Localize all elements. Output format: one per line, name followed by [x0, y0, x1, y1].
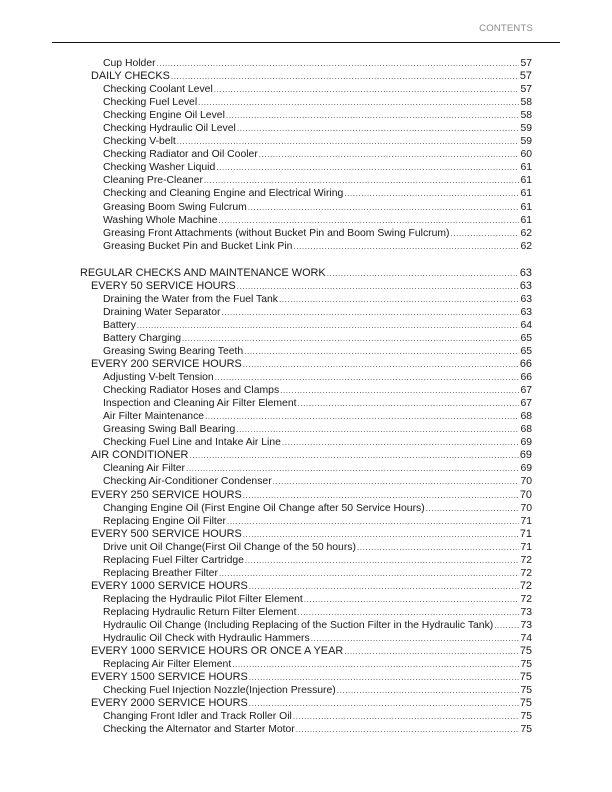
section-gap — [0, 253, 612, 267]
toc-page-number: 63 — [520, 306, 532, 318]
toc-entry-title: Battery — [103, 319, 136, 331]
toc-section-heading[interactable] — [0, 280, 612, 293]
dot-leader — [282, 436, 520, 449]
dot-leader — [249, 671, 519, 684]
dot-leader — [494, 619, 519, 632]
dot-leader — [237, 280, 519, 293]
toc-entry[interactable] — [0, 684, 612, 697]
toc-entry-title: Checking Fuel Line and Intake Air Line — [103, 437, 281, 449]
dot-leader — [219, 214, 520, 227]
toc-section-heading[interactable] — [0, 580, 612, 593]
dot-leader — [248, 201, 520, 214]
toc-entry[interactable] — [0, 710, 612, 723]
toc-entry-title: Washing Whole Machine — [103, 214, 218, 226]
toc-page-number: 68 — [520, 424, 532, 436]
toc-entry[interactable] — [0, 293, 612, 306]
toc-entry-title: Battery Charging — [103, 332, 181, 344]
dot-leader — [244, 345, 519, 358]
toc-page-number: 66 — [519, 358, 532, 371]
toc-section-heading[interactable] — [0, 449, 612, 462]
toc-entry[interactable] — [0, 109, 612, 122]
toc-section-heading[interactable] — [0, 671, 612, 684]
toc-page-number: 67 — [520, 398, 532, 410]
toc-entry-title: Replacing the Hydraulic Pilot Filter Element — [103, 593, 303, 605]
toc-entry-title: Checking Radiator Hoses and Clamps — [103, 385, 280, 397]
toc-entry[interactable] — [0, 410, 612, 423]
dot-leader — [259, 148, 520, 161]
dot-leader — [227, 515, 519, 528]
toc-entry-title: Changing Engine Oil (First Engine Oil Change after 50 Service Hours) — [103, 502, 425, 514]
dot-leader — [293, 240, 519, 253]
toc-entry-title: Checking Air-Conditioner Condenser — [103, 476, 272, 488]
toc-entry-title: EVERY 1000 SERVICE HOURS — [91, 579, 248, 592]
toc-entry-title: Greasing Bucket Pin and Bucket Link Pin — [103, 240, 293, 252]
toc-page-number: 71 — [519, 527, 532, 540]
toc-page-number: 72 — [519, 579, 532, 592]
toc-entry-title: Inspection and Cleaning Air Filter Element — [103, 398, 297, 410]
toc-page-number: 75 — [519, 671, 532, 684]
header-title: CONTENTS — [479, 23, 533, 34]
toc-entry[interactable] — [0, 567, 612, 580]
toc-page-number: 70 — [519, 488, 532, 501]
toc-page-number: 73 — [520, 619, 532, 631]
toc-page-number: 57 — [520, 58, 532, 69]
header-divider — [52, 42, 560, 43]
dot-leader — [337, 684, 520, 697]
toc-page-number: 62 — [520, 227, 532, 239]
toc-page-number: 62 — [520, 240, 532, 252]
toc-page-number: 75 — [520, 685, 532, 697]
toc-page-number: 75 — [520, 659, 532, 671]
dot-leader — [221, 306, 519, 319]
toc-entry-title: Checking Washer Liquid — [103, 162, 216, 174]
dot-leader — [189, 449, 518, 462]
dot-leader — [204, 174, 520, 187]
toc-entry-title: Cup Holder — [103, 58, 156, 69]
toc-page-number: 75 — [520, 724, 532, 736]
dot-leader — [216, 161, 519, 174]
toc-page-number: 58 — [520, 97, 532, 109]
toc-page-number: 75 — [520, 711, 532, 723]
dot-leader — [249, 697, 519, 710]
dot-leader — [232, 658, 519, 671]
toc-section-heading[interactable] — [0, 489, 612, 502]
toc-entry[interactable] — [0, 384, 612, 397]
toc-entry[interactable] — [0, 502, 612, 515]
toc-entry[interactable] — [0, 632, 612, 645]
toc-page-number: 59 — [520, 136, 532, 148]
toc-entry[interactable] — [0, 174, 612, 187]
toc-entry[interactable] — [0, 319, 612, 332]
toc-section-heading[interactable] — [0, 528, 612, 541]
dot-leader — [357, 541, 519, 554]
dot-leader — [451, 227, 520, 240]
toc-page-number: 63 — [519, 266, 532, 279]
toc-entry-title: Cleaning Pre-Cleaner — [103, 175, 203, 187]
toc-entry-title: Greasing Swing Ball Bearing — [103, 424, 236, 436]
toc-entry[interactable] — [0, 227, 612, 240]
dot-leader — [245, 554, 520, 567]
toc-page-number: 72 — [520, 554, 532, 566]
toc-entry[interactable] — [0, 161, 612, 174]
toc-entry-title: Checking Engine Oil Level — [103, 110, 225, 122]
toc-page-number: 75 — [519, 697, 532, 710]
toc-entry[interactable] — [0, 593, 612, 606]
toc-page-number: 75 — [519, 645, 532, 658]
toc-page-number: 58 — [520, 110, 532, 122]
dot-leader — [186, 462, 519, 475]
toc-entry[interactable] — [0, 606, 612, 619]
toc-page-number: 63 — [520, 293, 532, 305]
toc-page-number: 59 — [520, 123, 532, 135]
toc-entry-title: EVERY 250 SERVICE HOURS — [91, 488, 242, 501]
toc-entry-title: Replacing Breather Filter — [103, 567, 218, 579]
toc-page-number: 63 — [519, 279, 532, 292]
dot-leader — [304, 593, 520, 606]
toc-page-number: 74 — [520, 633, 532, 645]
toc-entry[interactable] — [0, 306, 612, 319]
toc-page-number: 73 — [520, 606, 532, 618]
toc-entry[interactable] — [0, 187, 612, 200]
toc-entry-title: Greasing Boom Swing Fulcrum — [103, 201, 247, 213]
dot-leader — [293, 710, 520, 723]
dot-leader — [297, 606, 519, 619]
toc-entry[interactable] — [0, 658, 612, 671]
toc-entry-title: Changing Front Idler and Track Roller Oil — [103, 711, 292, 723]
toc-page-number: 72 — [520, 567, 532, 579]
dot-leader — [243, 489, 519, 502]
toc-entry[interactable] — [0, 397, 612, 410]
dot-leader — [214, 83, 520, 96]
toc-page-number: 61 — [520, 188, 532, 200]
toc-entry-title: EVERY 200 SERVICE HOURS — [91, 358, 242, 371]
dot-leader — [171, 70, 519, 83]
toc-section-heading[interactable] — [0, 697, 612, 710]
dot-leader — [237, 122, 520, 135]
toc-entry-title: REGULAR CHECKS AND MAINTENANCE WORK — [80, 266, 326, 279]
toc-entry[interactable] — [0, 554, 612, 567]
dot-leader — [215, 371, 520, 384]
dot-leader — [311, 632, 520, 645]
dot-leader — [205, 410, 519, 423]
toc-page-number: 71 — [520, 515, 532, 527]
dot-leader — [177, 135, 520, 148]
toc-entry[interactable] — [0, 423, 612, 436]
dot-leader — [226, 109, 520, 122]
toc-entry-title: Draining Water Separator — [103, 306, 221, 318]
toc-entry-title: Air Filter Maintenance — [103, 411, 205, 423]
toc-entry-title: EVERY 1000 SERVICE HOURS OR ONCE A YEAR — [91, 645, 344, 658]
dot-leader — [236, 423, 519, 436]
toc-entry-title: Checking Fuel Injection Nozzle(Injection Pressure) — [103, 685, 336, 697]
toc-page-number: 64 — [520, 319, 532, 331]
toc-entry-title: EVERY 50 SERVICE HOURS — [91, 279, 236, 292]
toc-entry-title: Replacing Fuel Filter Cartridge — [103, 554, 244, 566]
toc-page-number: 67 — [520, 385, 532, 397]
toc-entry[interactable] — [0, 436, 612, 449]
toc-page-number: 69 — [519, 449, 532, 462]
toc-page-number: 57 — [520, 84, 532, 96]
dot-leader — [249, 580, 519, 593]
toc-entry-title: DAILY CHECKS — [91, 70, 170, 83]
toc-entry[interactable] — [0, 515, 612, 528]
toc-entry-title: Replacing Hydraulic Return Filter Element — [103, 606, 297, 618]
toc-entry[interactable] — [0, 214, 612, 227]
toc-entry[interactable] — [0, 462, 612, 475]
toc-entry-title: AIR CONDITIONER — [91, 449, 189, 462]
toc-section-heading[interactable] — [0, 645, 612, 658]
toc-entry-title: Adjusting V-belt Tension — [103, 372, 214, 384]
toc-entry[interactable] — [0, 83, 612, 96]
toc-page-number: 71 — [520, 541, 532, 553]
toc-entry[interactable] — [0, 148, 612, 161]
dot-leader — [219, 567, 520, 580]
toc-entry[interactable] — [0, 723, 612, 736]
toc-entry-title: Checking Fuel Level — [103, 97, 198, 109]
toc-entry-title: Checking V-belt — [103, 136, 176, 148]
toc-page-number: 68 — [520, 411, 532, 423]
toc-entry-title: Replacing Air Filter Element — [103, 659, 232, 671]
toc-entry[interactable] — [0, 371, 612, 384]
toc-page-number: 61 — [520, 162, 532, 174]
dot-leader — [344, 645, 519, 658]
dot-leader — [279, 293, 519, 306]
toc-page-number: 60 — [520, 149, 532, 161]
toc-page-number: 66 — [520, 372, 532, 384]
toc-entry-title: EVERY 2000 SERVICE HOURS — [91, 697, 248, 710]
toc-entry-title: EVERY 1500 SERVICE HOURS — [91, 671, 248, 684]
dot-leader — [157, 57, 520, 70]
toc-section-heading[interactable] — [0, 267, 612, 280]
toc-entry[interactable] — [0, 201, 612, 214]
dot-leader — [273, 475, 520, 488]
dot-leader — [327, 267, 519, 280]
toc-entry-title: Greasing Front Attachments (without Bucket Pin and Boom Swing Fulcrum) — [103, 227, 450, 239]
toc-entry-title: EVERY 500 SERVICE HOURS — [91, 527, 242, 540]
toc-page-number: 70 — [520, 502, 532, 514]
toc-page-number: 70 — [520, 476, 532, 488]
toc-entry[interactable] — [0, 345, 612, 358]
toc-page-number: 69 — [520, 437, 532, 449]
toc-entry-title: Checking and Cleaning Engine and Electrical Wiring — [103, 188, 344, 200]
toc-section-heading[interactable] — [0, 70, 612, 83]
toc-entry-title: Draining the Water from the Fuel Tank — [103, 293, 278, 305]
dot-leader — [137, 319, 520, 332]
table-of-contents — [0, 57, 612, 736]
toc-page-number: 65 — [520, 345, 532, 357]
toc-entry[interactable] — [0, 135, 612, 148]
toc-entry[interactable] — [0, 619, 612, 632]
dot-leader — [198, 96, 519, 109]
toc-entry[interactable] — [0, 57, 612, 70]
dot-leader — [280, 384, 519, 397]
toc-entry-title: Checking Coolant Level — [103, 84, 213, 96]
toc-page-number: 69 — [520, 463, 532, 475]
toc-entry-title: Checking the Alternator and Starter Motor — [103, 724, 295, 736]
toc-entry-title: Replacing Engine Oil Filter — [103, 515, 227, 527]
toc-entry-title: Checking Hydraulic Oil Level — [103, 123, 236, 135]
toc-entry[interactable] — [0, 541, 612, 554]
toc-entry[interactable] — [0, 332, 612, 345]
toc-page-number: 61 — [520, 175, 532, 187]
toc-page-number: 72 — [520, 593, 532, 605]
toc-page-number: 65 — [520, 332, 532, 344]
toc-page-number: 61 — [520, 214, 532, 226]
toc-entry-title: Checking Radiator and Oil Cooler — [103, 149, 258, 161]
toc-entry-title: Drive unit Oil Change(First Oil Change of the 50 hours) — [103, 541, 356, 553]
toc-entry-title: Hydraulic Oil Change (Including Replacing of the Suction Filter in the Hydraulic Tank) — [103, 619, 494, 631]
dot-leader — [298, 397, 520, 410]
toc-page-number: 57 — [519, 70, 532, 83]
dot-leader — [243, 528, 519, 541]
toc-entry[interactable] — [0, 122, 612, 135]
toc-entry[interactable] — [0, 96, 612, 109]
dot-leader — [182, 332, 519, 345]
dot-leader — [296, 723, 520, 736]
dot-leader — [426, 502, 520, 515]
dot-leader — [243, 358, 519, 371]
toc-page-number: 61 — [520, 201, 532, 213]
toc-entry[interactable] — [0, 475, 612, 488]
toc-entry[interactable] — [0, 240, 612, 253]
toc-section-heading[interactable] — [0, 358, 612, 371]
dot-leader — [344, 187, 519, 200]
toc-entry-title: Hydraulic Oil Check with Hydraulic Hammers — [103, 633, 310, 645]
toc-entry-title: Cleaning Air Filter — [103, 463, 186, 475]
toc-entry-title: Greasing Swing Bearing Teeth — [103, 345, 244, 357]
